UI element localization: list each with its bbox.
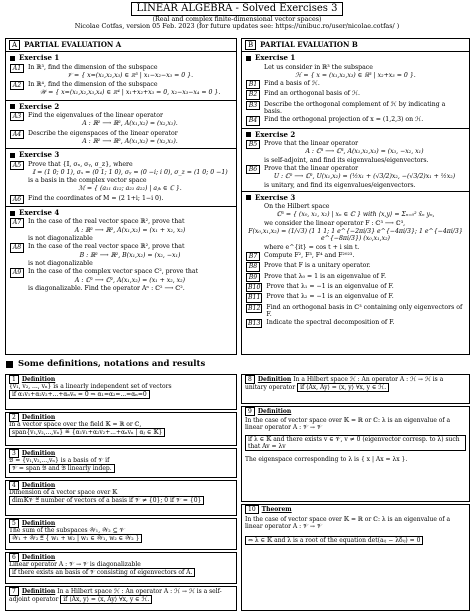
problem-label: A3	[10, 112, 24, 121]
problem-text: Prove that the linear operator	[264, 164, 359, 172]
problem-label: B1	[246, 80, 260, 89]
problem-b4	[246, 116, 465, 125]
problem-text: Find a basis of ℋ.	[264, 80, 320, 88]
problem-label: A1	[10, 64, 24, 73]
problem-tail: is diagonalizable. Find the operator Aⁿ : ℂ² ⟶ ℂ².	[28, 284, 185, 292]
bullet-square-icon	[10, 104, 15, 109]
problem-label: B9	[246, 273, 260, 282]
definition-body: Linear operator A : 𝒱 → 𝒱 is diagonalizable	[9, 561, 141, 569]
problem-text: Prove that λ₂ = −1 is an eigenvalue of F.	[266, 293, 394, 301]
problem-label: A9	[10, 268, 24, 277]
problem-label: B13	[248, 320, 261, 328]
part-b-letter: B	[245, 40, 256, 50]
problem-b7	[246, 252, 465, 261]
problem-a5	[10, 161, 232, 194]
problem-label: A4	[10, 130, 24, 139]
problem-a6	[10, 195, 232, 204]
problem-label: B3	[246, 101, 260, 110]
problem-b13	[246, 319, 465, 328]
problem-text: Find the coordinates of M = (2 1+i; 1−i 0).	[28, 194, 164, 202]
problem-math: U : ℂ² ⟶ ℂ², U(x₁,x₂) = (½x₁ + (√3/2)x₂, −(√3/2)x₁ + ½x₂)	[273, 173, 456, 181]
problem-label: A7	[10, 218, 24, 227]
exercise-heading	[10, 54, 236, 62]
problem-label: B12	[248, 304, 261, 312]
subspace-definition: ℋ = { x = (x₁,x₂,x₃) ∈ ℝ³ | x₂+x₃ = 0 }.	[295, 71, 416, 79]
part-a-letter: A	[9, 40, 20, 50]
problem-b10	[246, 283, 465, 292]
definition-title: Definition	[21, 554, 56, 561]
exercise-label: Exercise 3	[255, 192, 296, 202]
exercise-heading	[10, 103, 236, 111]
definition-condition: if ⟨Ax, y⟩ = ⟨x, Ay⟩ ∀x, y ∈ ℋ.	[60, 595, 152, 604]
problem-b11	[246, 293, 465, 302]
operator-matrix: F(x₀,x₁,x₂) = (1/√3) (1 1 1; 1 e^{−2πi/3} e^{−4πi/3}; 1 e^{−4πi/3} e^{−8πi/3}) (x₀,x₁,x₂)	[248, 228, 463, 243]
problem-a7	[10, 218, 232, 242]
problem-a4	[10, 130, 232, 147]
problem-math: A : ℂ³ ⟶ ℂ³, A(x₁,x₂,x₃) = (x₃, −x₂, x₁)	[305, 148, 424, 156]
problem-a8	[10, 243, 232, 267]
problem-b1	[246, 80, 465, 89]
definition-condition: span{v₁,v₂,...,vₙ} ≝ {α₁v₁+α₂v₂+...+αₙvₙ | αⱼ ∈ 𝕂}	[9, 428, 165, 437]
theorem-number: 10	[245, 505, 259, 514]
definition-condition: if α₁v₁+α₂v₂+...+αₙvₙ = 0 ⇒ α₁=α₂=...=αₙ=0	[9, 390, 150, 399]
definition-number: 5	[9, 519, 19, 528]
definition-number: 8	[245, 375, 255, 384]
definition-number: 3	[9, 449, 19, 458]
euler-note: where e^{it} = cos t + i sin t.	[264, 243, 360, 251]
problem-math: A : ℝ² ⟶ ℝ², A(x₁,x₂) = (x₂,x₁).	[82, 137, 178, 145]
theorem-10	[241, 504, 470, 611]
definition-condition: 𝒱 = span 𝔅 and 𝔅 linearly indep.	[9, 464, 115, 473]
problem-text: Find the eigenvalues of the linear operator	[28, 112, 163, 119]
bullet-square-icon	[10, 153, 15, 158]
divider	[6, 148, 236, 149]
definition-title: Definition	[21, 588, 56, 595]
eigenspace-note: The eigenspace corresponding to λ is { x | Ax = λx }.	[245, 456, 408, 464]
problem-label: A5	[10, 161, 24, 170]
definition-title: Definition	[21, 450, 56, 457]
problem-b12	[246, 304, 465, 319]
part-a-title-text: PARTIAL EVALUATION A	[24, 40, 122, 49]
bullet-square-icon	[246, 56, 251, 61]
exercise-heading	[246, 131, 469, 139]
problem-a9	[10, 268, 232, 292]
divider	[242, 191, 469, 192]
problem-text: In the case of the complex vector space ℂ², prove that	[28, 268, 199, 276]
definition-body: The sum of the subspaces 𝒲₁, 𝒲₂ ⊆ 𝒱	[9, 527, 125, 535]
definition-body: In the case of vector space over 𝕂 = ℝ or ℂ: λ is an eigenvalue of a linear operator A : 𝒱 → 𝒱	[245, 417, 451, 432]
part-a-title	[6, 39, 236, 52]
bullet-square-icon	[246, 132, 251, 137]
problem-label: A6	[10, 195, 24, 204]
definition-title: Definition	[257, 376, 292, 383]
bullet-square-icon	[246, 195, 251, 200]
problem-a1	[10, 64, 232, 81]
problem-text: Find an orthogonal basis in ℂ³ containing only eigenvectors of F.	[266, 303, 463, 318]
definition-body: 𝔅 = {v₁,v₂,...,vₙ} is a basis of 𝒱 if	[9, 457, 110, 465]
problem-text: Describe the eigenspaces of the linear operator	[28, 129, 178, 137]
exercise-heading	[246, 194, 469, 202]
definition-5	[5, 518, 237, 550]
problem-b5	[246, 140, 465, 164]
document-header	[0, 2, 474, 31]
problem-b8	[246, 262, 465, 271]
problem-text: Indicate the spectral decomposition of F.	[266, 319, 395, 327]
problem-tail: is self-adjoint, and find its eigenvalues/eigenvectors.	[264, 156, 429, 164]
part-b-title	[242, 39, 469, 52]
definition-condition: if ⟨Ax, Ay⟩ = ⟨x, y⟩ ∀x, y ∈ ℋ.	[297, 383, 389, 392]
definition-body: In a Hilbert space ℋ : An operator A : ℋ → ℋ is a unitary operator	[245, 376, 444, 392]
problem-math: 𝒱 = { x=(x₁,x₂,x₃) ∈ ℝ³ | x₁−x₂−x₃ = 0 }.	[66, 71, 194, 79]
intro-text: Let us consider in ℝ³ the subspace	[264, 63, 373, 71]
problem-math: A : ℂ² ⟶ ℂ², A(x₁,x₂) = (x₁ + x₂, x₂)	[74, 276, 186, 284]
exercise-heading	[10, 209, 236, 217]
problem-math: A : ℝ² ⟶ ℝ², A(x₁,x₂) = (x₁ + x₂, x₂)	[74, 226, 186, 234]
definition-number: 9	[245, 407, 255, 416]
theorem-condition: ⇔ λ ∈ 𝕂 and λ is a root of the equation det(aᵢⱼ − λδᵢⱼ) = 0	[245, 536, 423, 545]
definition-number: 7	[9, 587, 19, 596]
problem-text: Prove that λ₁ = −1 is an eigenvalue of F.	[266, 282, 394, 290]
problem-math: 𝕀 = (1 0; 0 1), σₓ = (0 1; 1 0), σᵧ = (0 −i; i 0), σ_z = (1 0; 0 −1)	[32, 168, 228, 176]
definition-number: 2	[9, 413, 19, 422]
problem-text: In the case of the real vector space ℝ², prove that	[28, 243, 185, 251]
part-a-panel	[5, 38, 237, 355]
exercise-heading	[246, 54, 469, 62]
problem-math: B : ℝ² ⟶ ℝ², B(x₁,x₂) = (x₂, −x₁)	[79, 251, 181, 259]
divider	[6, 206, 236, 207]
part-b-title-text: PARTIAL EVALUATION B	[260, 40, 358, 49]
definition-title: Definition	[257, 408, 292, 415]
problem-tail: is not diagonalizable	[28, 234, 93, 242]
problem-tail: is a basis in the complex vector space	[28, 177, 147, 185]
definition-number: 6	[9, 553, 19, 562]
definition-title: Definition	[21, 376, 56, 383]
part-b-panel	[241, 38, 470, 355]
problem-b3	[246, 101, 465, 116]
problem-text: In the case of the real vector space ℝ², prove that	[28, 218, 185, 226]
problem-text: Prove that the linear operator	[264, 139, 359, 147]
problem-tail: is not diagonalizable	[28, 259, 93, 267]
problem-text: Find an orthogonal basis of ℋ.	[264, 90, 361, 98]
definition-number: 1	[9, 375, 19, 384]
divider	[6, 100, 236, 101]
definition-3	[5, 448, 237, 478]
problem-math: A : ℝ² ⟶ ℝ², A(x₁,x₂) = (x₂,x₁).	[82, 120, 178, 128]
hilbert-space-definition: ℂ³ = { (x₀, x₁, x₂) | xₙ ∈ ℂ } with ⟨x,y⟩ = Σₙ₌₀² x̄ₙ yₙ,	[276, 211, 435, 219]
definition-body: Dimension of a vector space over 𝕂	[9, 489, 118, 497]
document-title: LINEAR ALGEBRA - Solved Exercises 3	[131, 2, 344, 16]
definition-condition: dim𝕂𝒱 ≝ number of vectors of a basis if 𝒱 ≠ {0}; 0 if 𝒱 = {0}	[9, 496, 204, 505]
theorem-body: In the case of vector space over 𝕂 = ℝ or ℂ: λ is an eigenvalue of a linear operator A : 𝒱 → 𝒱	[245, 516, 451, 531]
problem-label: B5	[246, 140, 260, 149]
problem-b2	[246, 90, 465, 99]
definition-6	[5, 552, 237, 584]
bullet-square-icon	[10, 56, 15, 61]
definition-title: Definition	[21, 520, 56, 527]
divider	[242, 128, 469, 129]
document-subtitle: (Real and complex finite-dimensional vector spaces)	[152, 14, 322, 23]
definition-1	[5, 374, 237, 410]
problem-math: 𝒲 = { x=(x₁,x₂,x₃,x₄) ∈ ℝ⁴ | x₁+x₂+x₃ = 0, x₂−x₃−x₄ = 0 }.	[39, 89, 221, 97]
problem-text: Prove that F is a unitary operator.	[264, 262, 371, 270]
operator-intro: we consider the linear operator F : ℂ³ ⟶ ℂ³,	[264, 219, 406, 227]
exercise-heading	[10, 151, 236, 159]
exercise-label: Exercise 1	[255, 53, 296, 63]
exercise-label: Exercise 2	[19, 101, 60, 111]
bullet-square-icon	[6, 361, 13, 368]
definition-8	[241, 374, 470, 404]
definition-9	[241, 406, 470, 502]
bullet-square-icon	[10, 211, 15, 216]
problem-label: B6	[246, 165, 260, 174]
problem-text: Compute F², F³, F⁴ and F²⁰²³.	[264, 251, 355, 259]
definition-body: In a Hilbert space ℋ : An operator A : ℋ → ℋ is a self-adjoint operator	[9, 588, 222, 604]
problem-b6	[246, 165, 465, 189]
problem-text: Prove that {𝕀, σₓ, σᵧ, σ_z}, where	[28, 160, 133, 168]
exercise-label: Exercise 2	[255, 129, 296, 139]
definition-body: In a vector space over the field 𝕂 = ℝ or ℂ,	[9, 421, 142, 429]
definition-number: 4	[9, 481, 19, 490]
exercise-label: Exercise 1	[19, 53, 60, 63]
section-heading	[6, 359, 205, 369]
problem-math: ℳ = { (a₁₁ a₁₂; a₂₁ a₂₂) | aⱼₖ ∈ ℂ }.	[78, 185, 182, 193]
problem-text: Describe the orthogonal complement of ℋ by indicating a basis.	[264, 100, 446, 116]
problem-text: In ℝ⁴, find the dimension of the subspace	[28, 81, 158, 89]
definition-2	[5, 412, 237, 446]
problem-label: B2	[246, 90, 260, 99]
hilbert-intro: On the Hilbert space	[264, 203, 330, 211]
problem-text: Find the orthogonal projection of x = (1,2,3) on ℋ.	[264, 116, 424, 124]
problem-tail: is unitary, and find its eigenvalues/eigenvectors.	[264, 181, 416, 189]
exercise-label: Exercise 3	[19, 150, 60, 160]
definition-condition: 𝒲₁ + 𝒲₂ ≝ { w₁ + w₂ | w₁ ∈ 𝒲₁, w₂ ∈ 𝒲₂ }	[9, 534, 142, 543]
section-title: Some definitions, notations and results	[18, 359, 206, 369]
definition-title: Definition	[21, 414, 56, 421]
problem-text: Prove that λ₀ = 1 is an eigenvalue of F.	[264, 272, 387, 280]
problem-a3	[10, 112, 232, 129]
problem-label: B10	[248, 283, 261, 291]
problem-label: B7	[246, 252, 260, 261]
theorem-title: Theorem	[261, 506, 292, 513]
definition-title: Definition	[21, 482, 56, 489]
problem-a2	[10, 81, 232, 98]
definition-condition: if there exists an basis of 𝒱 consisting of eigenvectors of A.	[9, 568, 195, 577]
author-line: Nicolae Cotfas, version 05 Feb. 2023 (for future updates see: https://unibuc.ro/user/nicolae.cotfas/ )	[74, 22, 400, 31]
problem-label: A8	[10, 243, 24, 252]
problem-label: B4	[246, 116, 260, 125]
problem-text: In ℝ³, find the dimension of the subspace	[28, 63, 158, 71]
problem-label: A2	[10, 81, 24, 90]
definition-body: {v₁, v₂, ..., vₙ} is a linearly independent set of vectors	[9, 383, 172, 391]
definition-7	[5, 586, 237, 611]
definition-4	[5, 480, 237, 516]
problem-b9	[246, 273, 465, 282]
problem-label: B11	[248, 294, 261, 302]
definition-condition: if λ ∈ 𝕂 and there exists v ∈ 𝒱, v ≠ 0 (eigenvector corresp. to λ) such that Av = λv	[245, 435, 466, 451]
exercise-label: Exercise 4	[19, 208, 60, 218]
problem-label: B8	[246, 262, 260, 271]
